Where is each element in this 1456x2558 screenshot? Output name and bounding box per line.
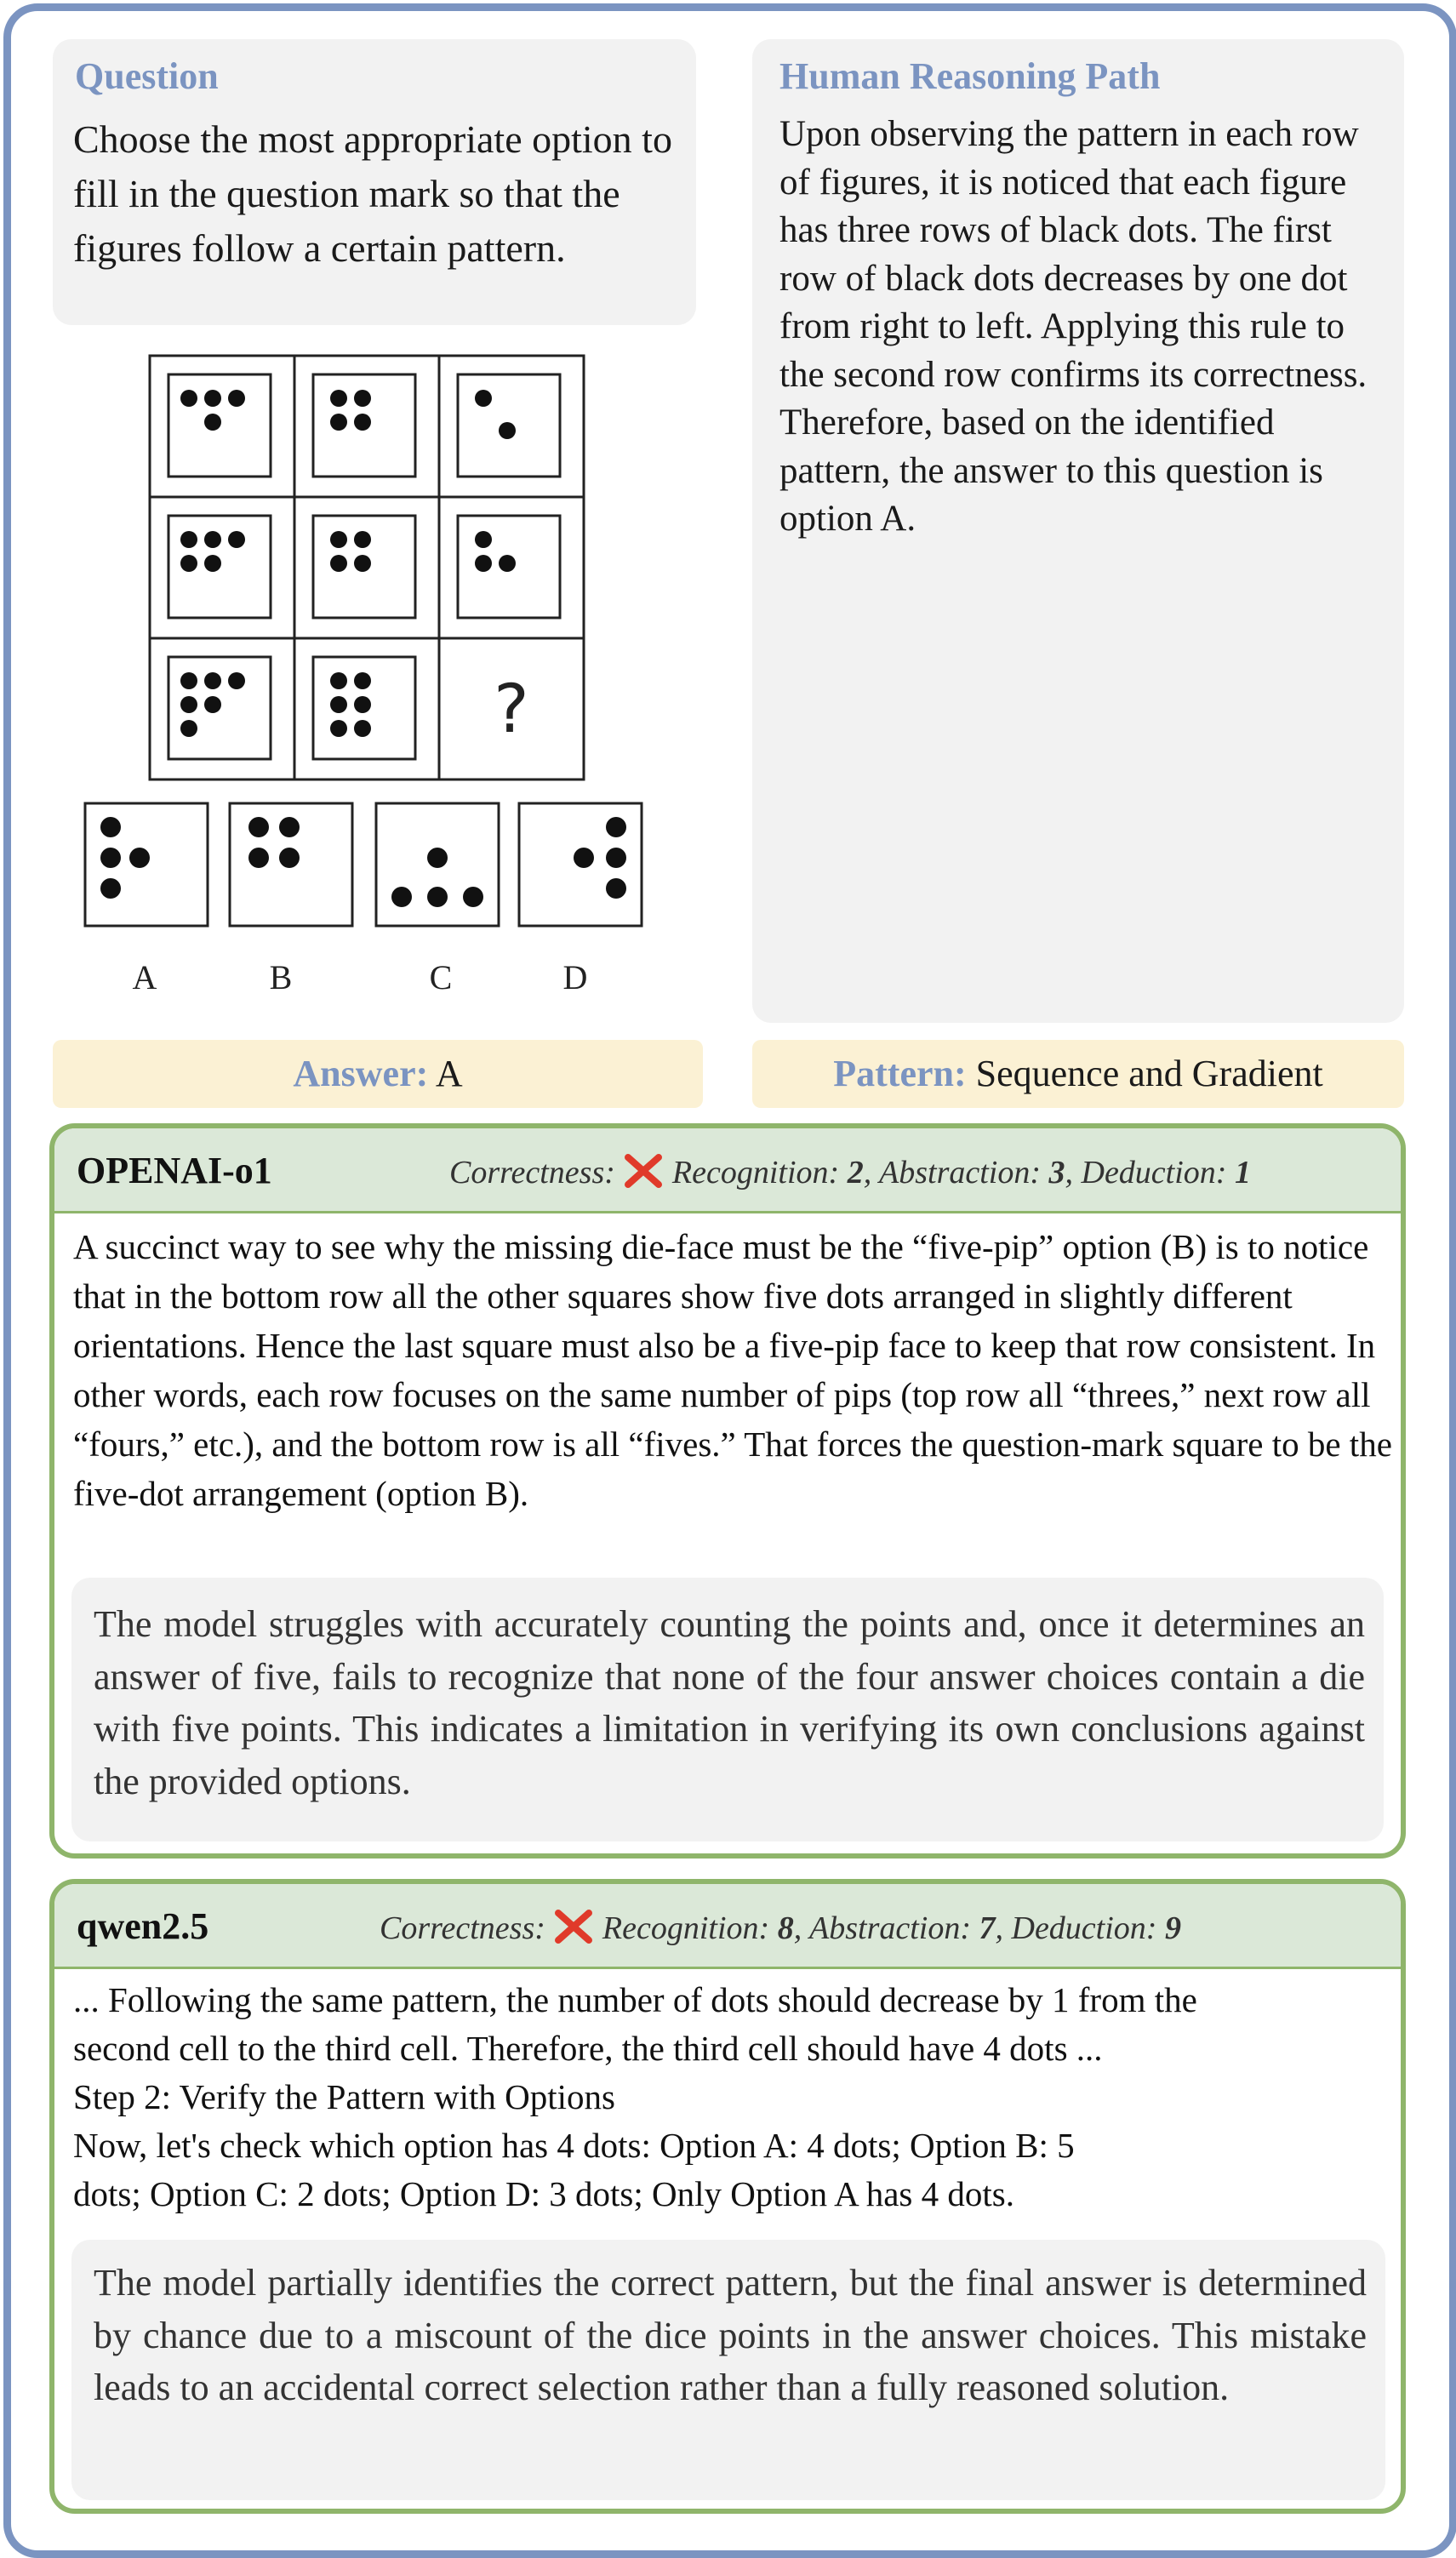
die-pip [180, 720, 197, 737]
die-pip [129, 848, 150, 868]
die-pip [279, 848, 300, 868]
abstraction-score: 7 [979, 1910, 996, 1946]
die-pip [330, 531, 347, 548]
pattern-bar [752, 1040, 1404, 1108]
die-pip [228, 390, 245, 407]
human-reasoning-panel [752, 39, 1404, 1023]
recognition-score: 8 [777, 1910, 794, 1946]
die-pip [248, 848, 269, 868]
model-metrics: Correctness: Recognition: 8, Abstraction: 7, Deduction: 9 [380, 1910, 1181, 1946]
correctness-label: Correctness: [449, 1155, 615, 1190]
die-pip [391, 887, 412, 907]
die-pip [330, 414, 347, 431]
die-pip [330, 672, 347, 689]
recognition-label: Recognition: [602, 1910, 770, 1946]
recognition-label: Recognition: [671, 1155, 840, 1190]
response-line: Now, let's check which option has 4 dots: Option A: 4 dots; Option B: 5 [73, 2126, 1075, 2165]
human-reasoning-text: Upon observing the pattern in each row of figures, it is noticed that each figure has three rows of black dots. The first row of black dots decreases by one dot from right to left. Applying this rule to the second row confirms its correctness. Therefore, based on the identified pattern, the answer to this question is option A. [779, 114, 1367, 539]
response-line: ... Following the same pattern, the number of dots should decrease by 1 from the [73, 1980, 1197, 2019]
die-pip [499, 555, 516, 572]
model-metrics: Correctness: Recognition: 2, Abstraction: 3, Deduction: 1 [449, 1155, 1251, 1190]
die-pip [100, 817, 121, 837]
die-pip [100, 878, 121, 899]
die-pip [180, 531, 197, 548]
model-card-openai-o1 [49, 1123, 1406, 1859]
incorrect-cross-icon [623, 1154, 664, 1188]
answer-value: A [435, 1053, 463, 1094]
die-pip [463, 887, 483, 907]
deduction-label: Deduction: [1081, 1155, 1227, 1190]
abstraction-score: 3 [1048, 1155, 1065, 1190]
recognition-score: 2 [847, 1155, 864, 1190]
option-label-a: A [132, 958, 157, 996]
die-pip [330, 555, 347, 572]
pattern-label: Pattern: [833, 1053, 967, 1094]
model-header [54, 1128, 1401, 1213]
die-pip [475, 555, 492, 572]
die-pip [180, 390, 197, 407]
die-pip [204, 672, 221, 689]
deduction-score: 1 [1234, 1155, 1251, 1190]
correctness-label: Correctness: [380, 1910, 545, 1946]
question-mark: ? [494, 671, 529, 748]
die-pip [354, 390, 371, 407]
die-pip [330, 696, 347, 713]
die-pip [427, 848, 448, 868]
die-pip [228, 531, 245, 548]
abstraction-label: Abstraction: [879, 1155, 1041, 1190]
die-pip [354, 531, 371, 548]
response-line: second cell to the third cell. Therefore, the third cell should have 4 dots ... [73, 2029, 1103, 2068]
die-pip [354, 672, 371, 689]
answer-label: Answer: [293, 1053, 429, 1094]
model-card-qwen2-5 [49, 1879, 1406, 2514]
question-title: Question [75, 55, 219, 97]
die-pip [606, 848, 626, 868]
model-response: A succinct way to see why the missing die-face must be the “five-pip” option (B) is to notice that in the bottom row all the other squares show five dots arranged in slightly different orientations. Hence the last square must also be a five-pip face to keep that row consistent. In other words, each row focuses on the same number of pips (top row all “threes,” next row all “fours,” etc.), and the bottom row is all “fives.” That forces the question-mark square to be the five-dot arrangement (option B). [73, 1227, 1392, 1513]
die-pip [427, 887, 448, 907]
die-pip [204, 555, 221, 572]
option-label-b: B [269, 958, 293, 996]
model-analysis: The model struggles with accurately counting the points and, once it determines an answer of five, fails to recognize that none of the four answer choices contain a die with five points. This indicates a limitation in verifying its own conclusions against the provided options. [71, 1578, 1384, 1841]
response-line: dots; Option C: 2 dots; Option D: 3 dots; Only Option A has 4 dots. [73, 2174, 1014, 2213]
die-pip [279, 817, 300, 837]
model-name: OPENAI-o1 [77, 1150, 272, 1191]
die-pip [574, 848, 594, 868]
die-pip [204, 414, 221, 431]
model-analysis: The model partially identifies the correct pattern, but the final answer is determined by chance due to a miscount of the dice points in the answer choices. This mistake leads to an accidental correct selection rather than a fully reasoned solution. [71, 2240, 1385, 2500]
die-pip [100, 848, 121, 868]
model-header [54, 1884, 1401, 1969]
die-pip [204, 390, 221, 407]
die-pip [180, 696, 197, 713]
deduction-label: Deduction: [1011, 1910, 1157, 1946]
die-pip [228, 672, 245, 689]
question-text: Choose the most appropriate option to fill in the question mark so that the figures follow a certain pattern. [73, 117, 672, 270]
die-pip [606, 817, 626, 837]
die-pip [354, 414, 371, 431]
question-panel [53, 39, 696, 325]
puzzle-figure [77, 349, 672, 1021]
abstraction-label: Abstraction: [809, 1910, 971, 1946]
die-pip [180, 672, 197, 689]
die-pip [499, 422, 516, 439]
die-pip [248, 817, 269, 837]
die-pip [330, 390, 347, 407]
option-label-d: D [562, 958, 588, 996]
option-label-c: C [429, 958, 453, 996]
die-pip [354, 555, 371, 572]
die-pip [204, 531, 221, 548]
die-pip [204, 696, 221, 713]
model-response [73, 1976, 1401, 2218]
human-reasoning-title: Human Reasoning Path [779, 55, 1161, 97]
die-pip [180, 555, 197, 572]
die-pip [354, 720, 371, 737]
response-line: Step 2: Verify the Pattern with Options [73, 2077, 615, 2116]
die-pip [475, 531, 492, 548]
pattern-value: Sequence and Gradient [975, 1053, 1323, 1094]
model-name: qwen2.5 [77, 1905, 209, 1947]
die-pip [330, 720, 347, 737]
die-pip [354, 696, 371, 713]
deduction-score: 9 [1164, 1910, 1181, 1946]
incorrect-cross-icon [553, 1910, 594, 1944]
answer-bar [53, 1040, 703, 1108]
die-pip [606, 878, 626, 899]
die-pip [475, 390, 492, 407]
